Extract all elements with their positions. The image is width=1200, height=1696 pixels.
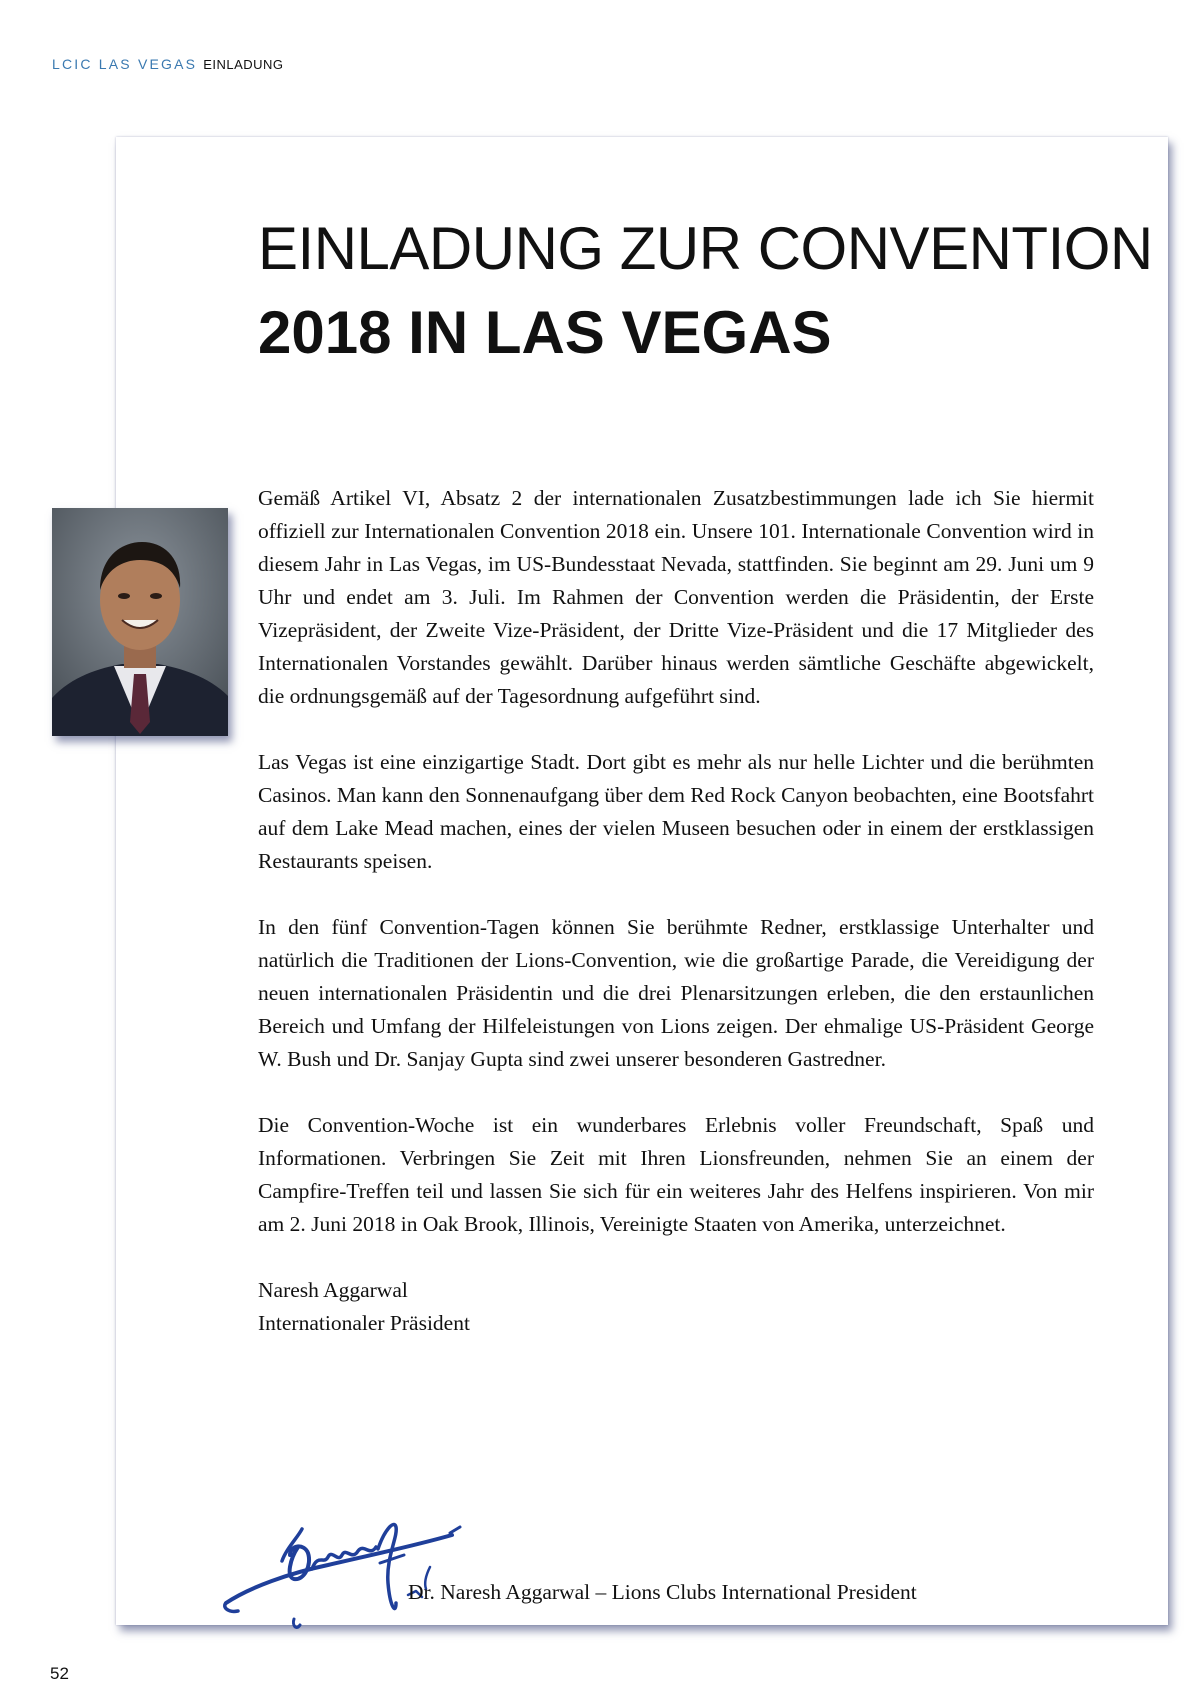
portrait-illustration — [52, 508, 228, 736]
letter-card — [116, 137, 1168, 1625]
title-line-2: 2018 IN LAS VEGAS — [258, 299, 832, 366]
paragraph-1: Gemäß Artikel VI, Absatz 2 der internationalen Zusatzbestimmungen lade ich Sie hiermit offiziell zur Internationalen Convention 2018 ein. Unsere 101. Internationale Convention wird in diesem Jahr in Las Vegas, im US-Bundesstaat Nevada, stattfinden. Sie beginnt am 29. Juni um 9 Uhr und endet am 3. Juli. Im Rahmen der Convention werden die Präsidentin, der Erste Vizepräsident, der Zweite Vize-Präsident, der Dritte Vize-Präsident und die 17 Mitglieder des Internationalen Vorstandes gewählt. Darüber hinaus werden sämtliche Geschäfte abgewickelt, die ordnungsgemäß auf der Tagesordnung aufgeführt sind. — [258, 486, 1094, 708]
portrait-photo — [52, 508, 228, 736]
letter-body — [258, 482, 1094, 1340]
president-credit: Dr. Naresh Aggarwal – Lions Clubs International President — [408, 1580, 917, 1604]
signoff-name: Naresh Aggarwal — [258, 1278, 408, 1302]
paragraph-3: In den fünf Convention-Tagen können Sie berühmte Redner, erstklassige Unterhalter und natürlich die Traditionen der Lions-Convention, wie die großartige Parade, die Vereidigung der neuen internationalen Präsidentin und die drei Plenarsitzungen erleben, die den erstaunlichen Bereich und Umfang der Hilfeleistungen von Lions zeigen. Der ehmalige US-Präsident George W. Bush und Dr. Sanjay Gupta sind zwei unserer besonderen Gastredner. — [258, 915, 1094, 1071]
page-number: 52 — [50, 1664, 69, 1683]
running-head — [52, 56, 284, 72]
signature-image — [220, 1507, 490, 1637]
paragraph-2: Las Vegas ist eine einzigartige Stadt. Dort gibt es mehr als nur helle Lichter und die berühmten Casinos. Man kann den Sonnenaufgang über dem Red Rock Canyon beobachten, eine Bootsfahrt auf dem Lake Mead machen, eines der vielen Museen besuchen oder in einem der erstklassigen Restaurants speisen. — [258, 750, 1094, 873]
running-head-brand: LCIC LAS VEGAS — [52, 56, 198, 72]
running-head-section: EINLADUNG — [203, 57, 284, 72]
page-title — [258, 207, 1153, 375]
signoff — [258, 1274, 1094, 1340]
signoff-role: Internationaler Präsident — [258, 1311, 470, 1335]
paragraph-4: Die Convention-Woche ist ein wunderbares Erlebnis voller Freundschaft, Spaß und Informationen. Verbringen Sie Zeit mit Ihren Lionsfreunden, nehmen Sie an einem der Campfire-Treffen teil und lassen Sie sich für ein weiteres Jahr des Helfens inspirieren. Von mir am 2. Juni 2018 in Oak Brook, Illinois, Vereinigte Staaten von Amerika, unterzeichnet. — [258, 1113, 1094, 1236]
title-line-1: EINLADUNG ZUR CONVENTION — [258, 215, 1153, 282]
